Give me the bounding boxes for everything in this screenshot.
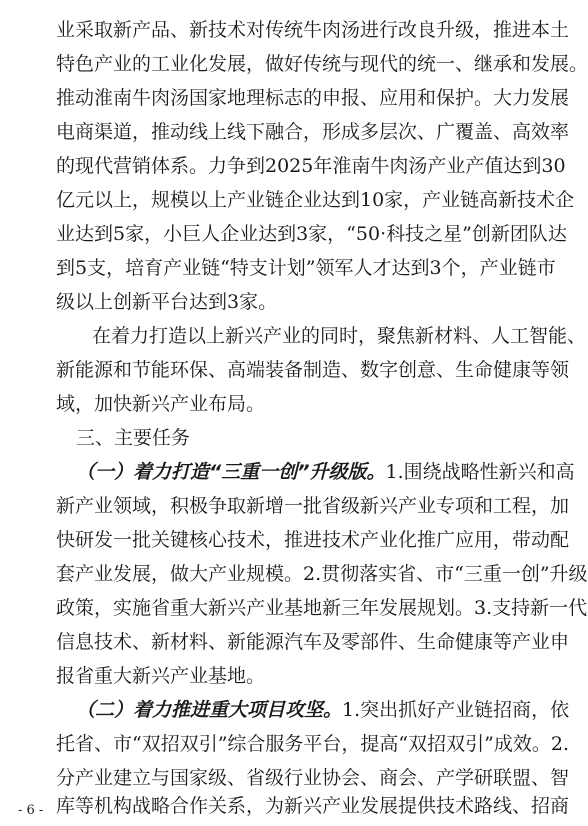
paragraph-line: 政策，实施省重大新兴产业基地新三年发展规划。3.支持新一代 — [56, 597, 588, 619]
paragraph-line: 新能源和节能环保、高端装备制造、数字创意、生命健康等领 — [56, 359, 570, 381]
paragraph-line: 业达到5家，小巨人企业达到3家，“50·科技之星”创新团队达 — [56, 223, 567, 245]
paragraph-line: 库等机构战略合作关系，为新兴产业发展提供技术路线、招商 — [56, 795, 570, 817]
paragraph-line: 域，加快新兴产业布局。 — [56, 393, 266, 415]
paragraph-line — [76, 699, 569, 722]
paragraph-text: 1.突出抓好产业链招商，依 — [342, 699, 570, 721]
paragraph-line: 级以上创新平台达到3家。 — [56, 291, 278, 313]
paragraph-line: 推动淮南牛肉汤国家地理标志的申报、应用和保护。大力发展 — [56, 87, 570, 109]
paragraph-line: 报省重大新兴产业基地。 — [56, 665, 266, 687]
subheading-1: （一）着力打造“三重一创”升级版。 — [76, 461, 386, 483]
paragraph-line: 的现代营销体系。力争到2025年淮南牛肉汤产业产值达到30 — [56, 155, 566, 177]
paragraph-line: 在着力打造以上新兴产业的同时，聚焦新材料、人工智能、 — [92, 325, 587, 347]
paragraph-line: 到5支，培育产业链“特支计划”领军人才达到3个，产业链市 — [56, 257, 556, 279]
paragraph-line: 电商渠道，推动线上线下融合，形成多层次、广覆盖、高效率 — [56, 121, 570, 143]
section-heading: 三、主要任务 — [76, 427, 191, 449]
paragraph-line: 新产业领域，积极争取新增一批省级新兴产业专项和工程，加 — [56, 495, 570, 517]
paragraph-line: 亿元以上，规模以上产业链企业达到10家，产业链高新技术企 — [56, 189, 575, 211]
paragraph-line — [76, 461, 575, 484]
paragraph-line: 托省、市“双招双引”综合服务平台，提高“双招双引”成效。2. — [56, 733, 569, 755]
paragraph-line: 套产业发展，做大产业规模。2.贯彻落实省、市“三重一创”升级 — [56, 563, 588, 585]
paragraph-line: 分产业建立与国家级、省级行业协会、商会、产学研联盟、智 — [56, 767, 570, 789]
paragraph-text: 1.围绕战略性新兴和高 — [385, 461, 575, 483]
paragraph-line: 快研发一批关键核心技术，推进技术产业化推广应用，带动配 — [56, 529, 570, 551]
subheading-2: （二）着力推进重大项目攻坚。 — [76, 699, 343, 721]
paragraph-line: 业采取新产品、新技术对传统牛肉汤进行改良升级，推进本土 — [56, 19, 570, 41]
paragraph-line: 信息技术、新材料、新能源汽车及零部件、生命健康等产业申 — [56, 631, 570, 653]
paragraph-line: 特色产业的工业化发展，做好传统与现代的统一、继承和发展。 — [56, 53, 588, 75]
page-number: - 6 - — [18, 803, 44, 818]
